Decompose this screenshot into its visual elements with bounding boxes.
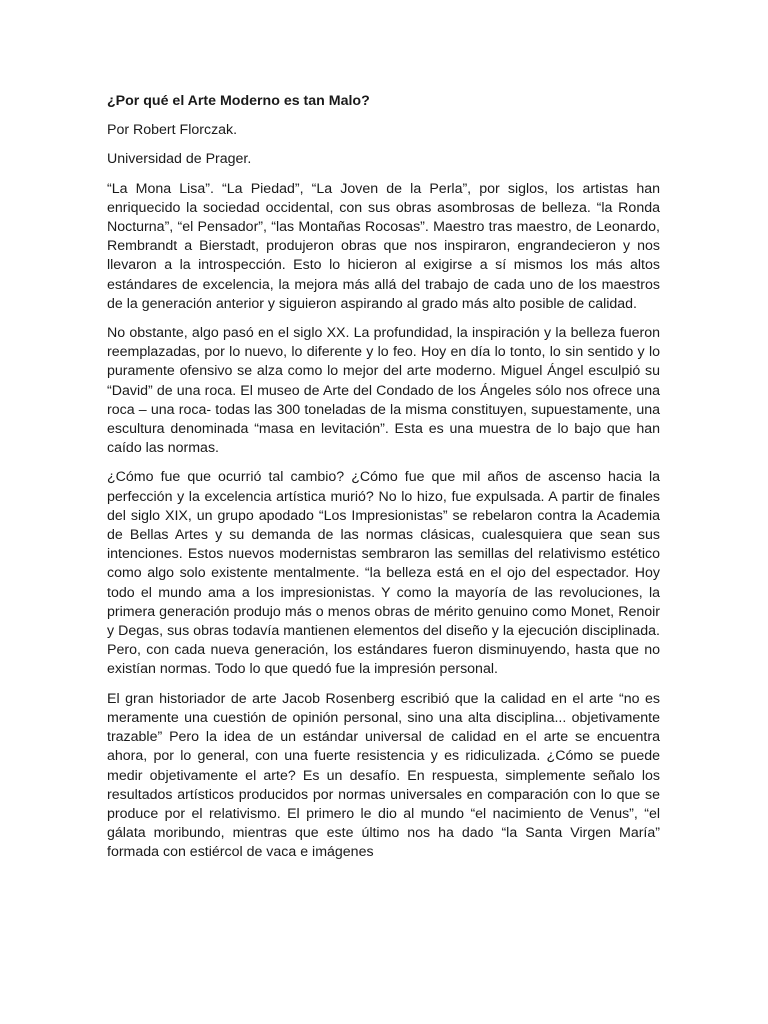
paragraph-3: ¿Cómo fue que ocurrió tal cambio? ¿Cómo fue que mil años de ascenso hacia la perfección y la excelencia artística murió? No lo hizo, fue expulsada. A partir de finales del siglo XIX, un grupo apodado “Los Impresionistas” se rebelaron contra la Academia de Bellas Artes y su demanda de las normas clásicas, cualesquiera que sean sus intenciones. Estos nuevos modernistas sembraron las semillas del relativismo estético como algo solo existente mentalmente. “la belleza está en el ojo del espectador. Hoy todo el mundo ama a los impresionistas. Y como la mayoría de las revoluciones, la primera generación produjo más o menos obras de mérito genuino como Monet, Renoir y Degas, sus obras todavía mantienen elementos del diseño y la ejecución disciplinada. Pero, con cada nueva generación, los estándares fueron disminuyendo, hasta que no existían normas. Todo lo que quedó fue la impresión personal.	[107, 469, 660, 678]
paragraph-1: “La Mona Lisa”. “La Piedad”, “La Joven de la Perla”, por siglos, los artistas han enriquecido la sociedad occidental, con sus obras asombrosas de belleza. “la Ronda Nocturna”, “el Pensador”, “las Montañas Rocosas”. Maestro tras maestro, de Leonardo, Rembrandt a Bierstadt, produjeron obras que nos inspiraron, engrandecieron y nos llevaron a la introspección. Esto lo hicieron al exigirse a sí mismos los más altos estándares de excelencia, la mejora más allá del trabajo de cada uno de los maestros de la generación anterior y siguieron aspirando al grado más alto posible de calidad.	[107, 180, 660, 312]
document-page	[107, 92, 660, 873]
document-title: ¿Por qué el Arte Moderno es tan Malo?	[107, 93, 370, 109]
institution-line: Universidad de Prager.	[107, 151, 252, 168]
author-line: Por Robert Florczak.	[107, 122, 238, 139]
paragraph-4: El gran historiador de arte Jacob Rosenberg escribió que la calidad en el arte “no es meramente una cuestión de opinión personal, sino una alta disciplina... objetivamente trazable” Pero la idea de un estándar universal de calidad en el arte se encuentra ahora, por lo general, con una fuerte resistencia y es ridiculizada. ¿Cómo se puede medir objetivamente el arte? Es un desafío. En respuesta, simplemente señalo los resultados artísticos producidos por normas universales en comparación con lo que se produce por el relativismo. El primero le dio al mundo “el nacimiento de Venus”, “el gálata moribundo, mientras que este último nos ha dado “la Santa Virgen María” formada con estiércol de vaca e imágenes	[107, 690, 660, 861]
paragraph-2: No obstante, algo pasó en el siglo XX. La profundidad, la inspiración y la belleza fueron reemplazadas, por lo nuevo, lo diferente y lo feo. Hoy en día lo tonto, lo sin sentido y lo puramente ofensivo se alza como lo mejor del arte moderno. Miguel Ángel esculpió su “David” de una roca. El museo de Arte del Condado de los Ángeles sólo nos ofrece una roca – una roca- todas las 300 toneladas de la misma constituyen, supuestamente, una escultura denominada “masa en levitación”. Esta es una muestra de lo bajo que han caído las normas.	[107, 325, 660, 457]
